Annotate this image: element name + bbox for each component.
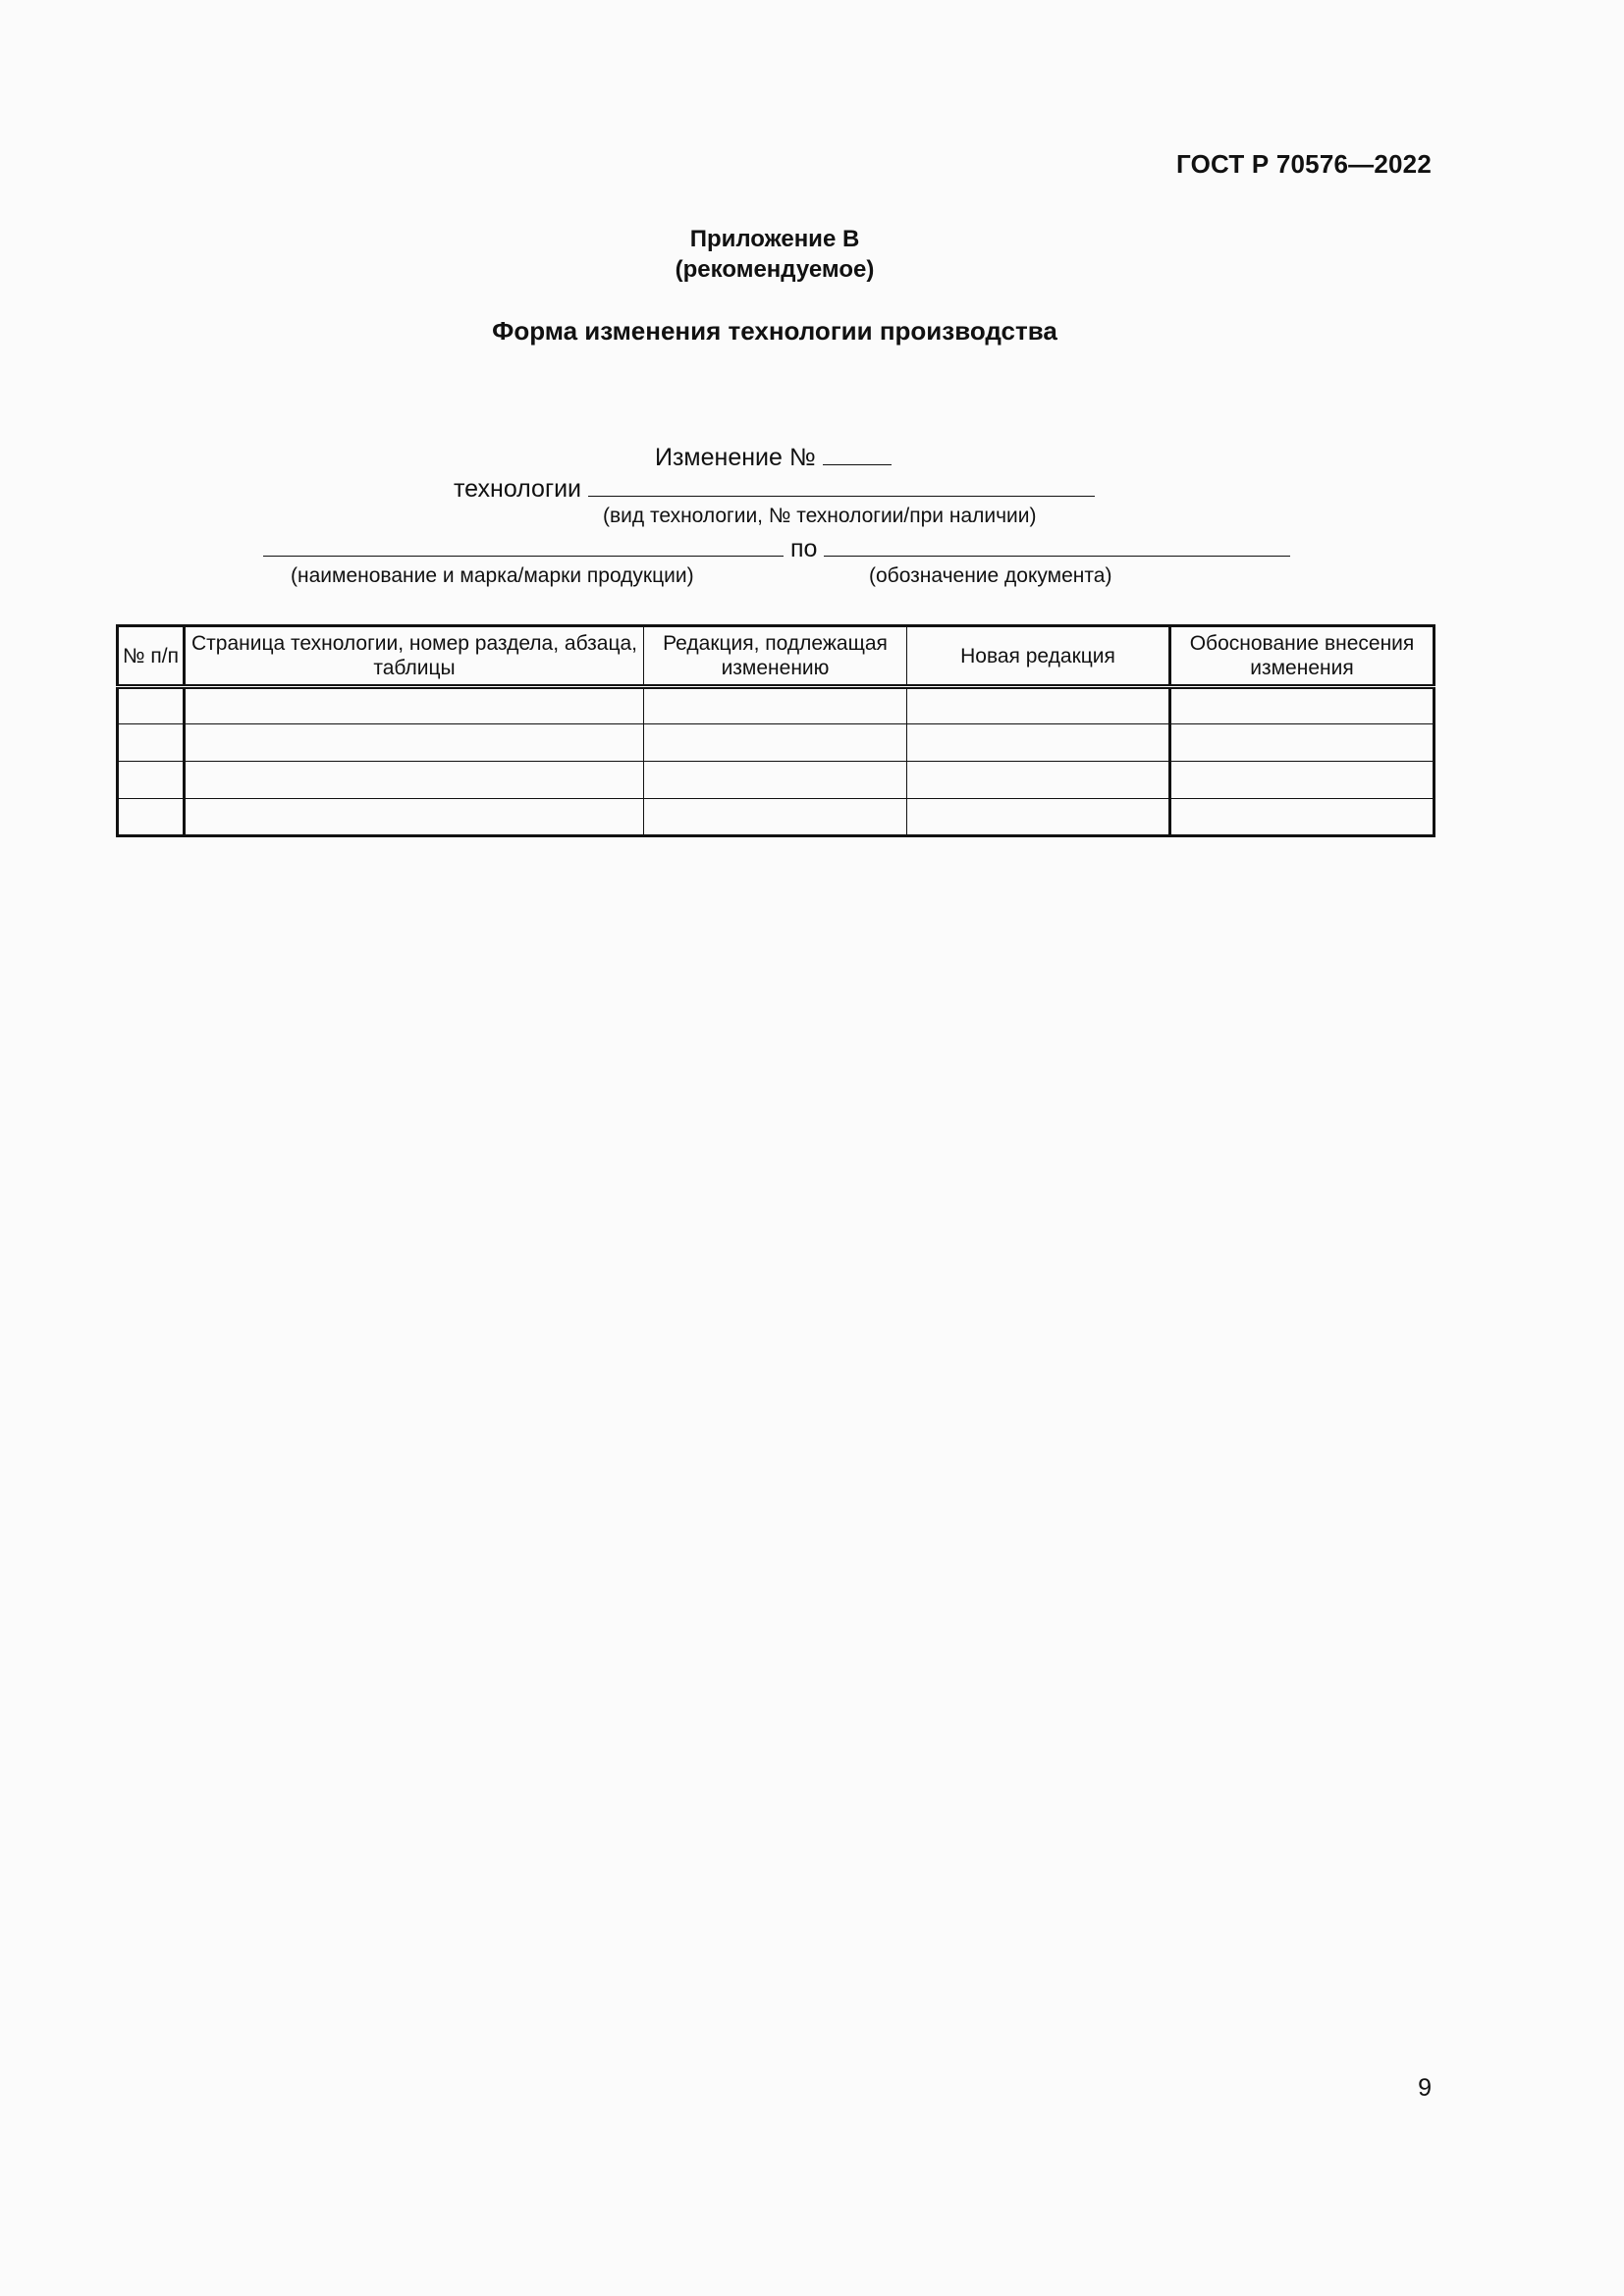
table-cell[interactable] — [907, 724, 1170, 762]
change-number-label: Изменение № — [655, 444, 816, 471]
table-cell[interactable] — [644, 724, 907, 762]
document-field[interactable] — [824, 532, 1290, 557]
table-row — [118, 724, 1435, 762]
table-cell[interactable] — [185, 687, 644, 724]
table-cell[interactable] — [1170, 724, 1435, 762]
table-cell[interactable] — [644, 687, 907, 724]
by-label: по — [789, 535, 818, 562]
table-cell[interactable] — [1170, 799, 1435, 836]
table-cell[interactable] — [907, 799, 1170, 836]
change-number-row — [655, 441, 892, 472]
table-cell[interactable] — [118, 687, 185, 724]
appendix-status: (рекомендуемое) — [675, 256, 875, 283]
table-header-row — [118, 626, 1435, 687]
page-number: 9 — [1418, 2074, 1432, 2102]
column-header-page: Страница технологии, номер раздела, абзаца, таблицы — [185, 626, 644, 687]
document-caption: (обозначение документа) — [869, 564, 1112, 587]
table-cell[interactable] — [185, 799, 644, 836]
technology-label: технологии — [454, 475, 582, 503]
product-name-field[interactable] — [263, 532, 784, 557]
table-cell[interactable] — [907, 762, 1170, 799]
standard-code: ГОСТ Р 70576—2022 — [1176, 149, 1432, 179]
table-cell[interactable] — [118, 799, 185, 836]
technology-row — [454, 472, 1095, 504]
product-document-row — [263, 532, 1290, 563]
table-row — [118, 799, 1435, 836]
table-cell[interactable] — [907, 687, 1170, 724]
product-caption: (наименование и марка/марки продукции) — [291, 564, 694, 587]
table-row — [118, 762, 1435, 799]
table-cell[interactable] — [644, 762, 907, 799]
table-row — [118, 687, 1435, 724]
form-title: Форма изменения технологии производства — [492, 316, 1057, 346]
column-header-new-version: Новая редакция — [907, 626, 1170, 687]
table-cell[interactable] — [1170, 687, 1435, 724]
change-number-field[interactable] — [823, 441, 892, 465]
table-cell[interactable] — [1170, 762, 1435, 799]
column-header-old-version: Редакция, подлежащая изменению — [644, 626, 907, 687]
table-cell[interactable] — [644, 799, 907, 836]
technology-field[interactable] — [588, 472, 1095, 497]
table-cell[interactable] — [185, 724, 644, 762]
table-cell[interactable] — [118, 724, 185, 762]
table-cell[interactable] — [118, 762, 185, 799]
table-cell[interactable] — [185, 762, 644, 799]
technology-caption: (вид технологии, № технологии/при наличии) — [603, 505, 1037, 527]
appendix-title: Приложение В — [689, 226, 860, 252]
change-table — [116, 624, 1435, 837]
column-header-number: № п/п — [118, 626, 185, 687]
column-header-justification: Обоснование внесения изменения — [1170, 626, 1435, 687]
